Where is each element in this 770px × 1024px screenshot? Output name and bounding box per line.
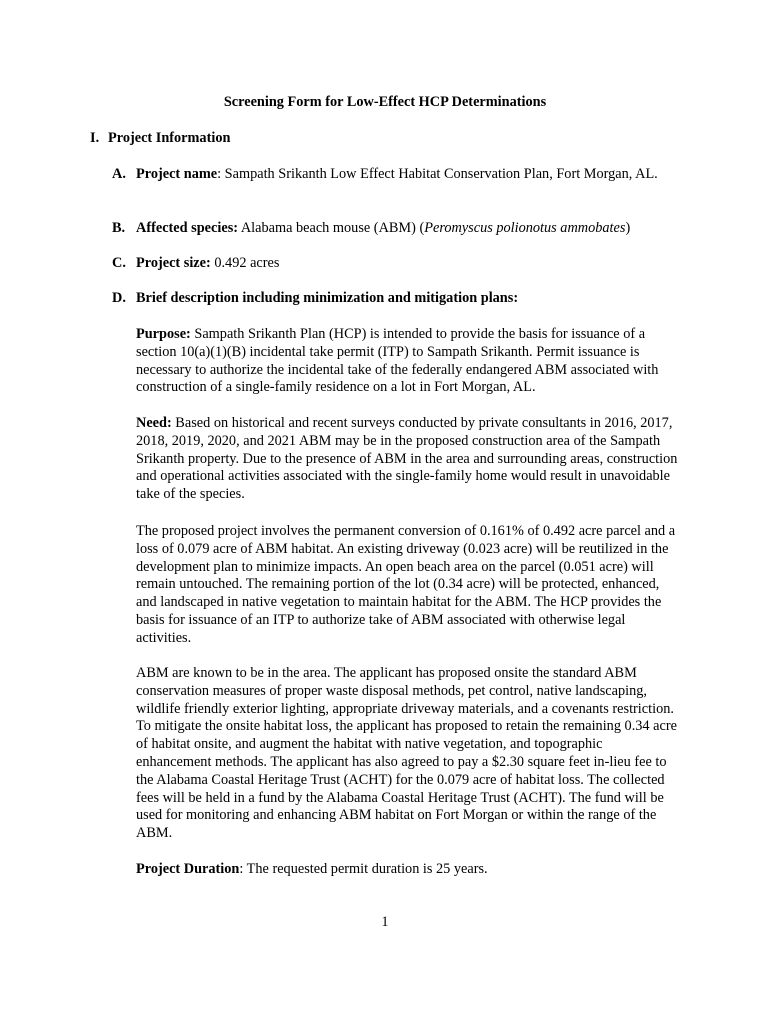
section-number: I.: [90, 130, 100, 146]
item-letter: D.: [112, 290, 126, 306]
purpose-label: Purpose:: [136, 326, 191, 342]
section-heading: [90, 130, 230, 148]
item-content: [136, 290, 672, 308]
item-content: [136, 166, 672, 184]
item-label: Project name: [136, 166, 218, 182]
item-brief-description: [112, 290, 672, 308]
item-value: Alabama beach mouse (ABM) (: [238, 220, 425, 236]
purpose-paragraph: [136, 326, 681, 397]
item-letter: C.: [112, 255, 126, 271]
item-project-size: [112, 255, 672, 273]
item-content: [136, 220, 672, 238]
item-value-end: ): [625, 220, 631, 236]
item-letter: A.: [112, 166, 126, 182]
species-scientific-name: Peromyscus polionotus ammobates: [424, 220, 626, 236]
abm-paragraph: ABM are known to be in the area. The applicant has proposed onsite the standard ABM conservation measures of proper waste disposal methods, pet control, native landscaping, wildlife friendly exterior lighting, appropriate driveway materials, and a covenants restriction. To mitigate the onsite habitat loss, the applicant has proposed to retain the remaining 0.34 acre of habitat onsite, and augment the habitat with native vegetation, and topographic enhancement methods. The applicant has also agreed to pay a $2.30 square feet in-lieu fee to the Alabama Coastal Heritage Trust (ACHT) for the 0.079 acre of habitat loss. The collected fees will be held in a fund by the Alabama Coastal Heritage Trust (ACHT). The fund will be used for monitoring and enhancing ABM habitat on Fort Morgan or within the range of the ABM.: [136, 665, 677, 842]
item-label: Brief description including minimization and mitigation plans:: [136, 290, 519, 306]
item-label: Project size:: [136, 255, 211, 271]
need-paragraph: [136, 415, 681, 504]
item-value: 0.492 acres: [210, 255, 280, 271]
section-title: Project Information: [108, 130, 231, 146]
duration-label: Project Duration: [136, 861, 240, 877]
item-content: [136, 255, 672, 273]
item-letter: B.: [112, 220, 126, 236]
item-project-name: [112, 166, 672, 184]
duration-paragraph: [136, 861, 681, 879]
document-title: Screening Form for Low-Effect HCP Determinations: [223, 94, 547, 110]
item-value: : Sampath Srikanth Low Effect Habitat Conservation Plan, Fort Morgan, AL.: [217, 166, 658, 182]
purpose-text: Sampath Srikanth Plan (HCP) is intended to provide the basis for issuance of a section 10(a)(1)(B) incidental take permit (ITP) to Sampath Srikanth. Permit issuance is necessary to authorize the incidental take of the federally endangered ABM associated with construction of a single-family residence on a lot in Fort Morgan, AL.: [136, 326, 659, 396]
page-number: 1: [381, 914, 389, 930]
item-affected-species: [112, 220, 672, 238]
duration-text: : The requested permit duration is 25 years.: [239, 861, 488, 877]
project-paragraph: The proposed project involves the permanent conversion of 0.161% of 0.492 acre parcel and a loss of 0.079 acre of ABM habitat. An existing driveway (0.023 acre) will be reutilized in the development plan to minimize impacts. An open beach area on the parcel (0.051 acre) will remain untouched. The remaining portion of the lot (0.34 acre) will be protected, enhanced, and landscaped in native vegetation to maintain habitat for the ABM. The HCP provides the basis for issuance of an ITP to authorize take of ABM associated with otherwise legal activities.: [136, 523, 676, 646]
need-label: Need:: [136, 415, 172, 431]
item-label: Affected species:: [136, 220, 239, 236]
need-text: Based on historical and recent surveys conducted by private consultants in 2016, 2017, 2018, 2019, 2020, and 2021 ABM may be in the proposed construction area of the Sampath Srikanth property. Due to the presence of ABM in the area and surrounding areas, construction and operational activities associated with the single-family home would result in unavoidable take of the species.: [136, 415, 678, 503]
